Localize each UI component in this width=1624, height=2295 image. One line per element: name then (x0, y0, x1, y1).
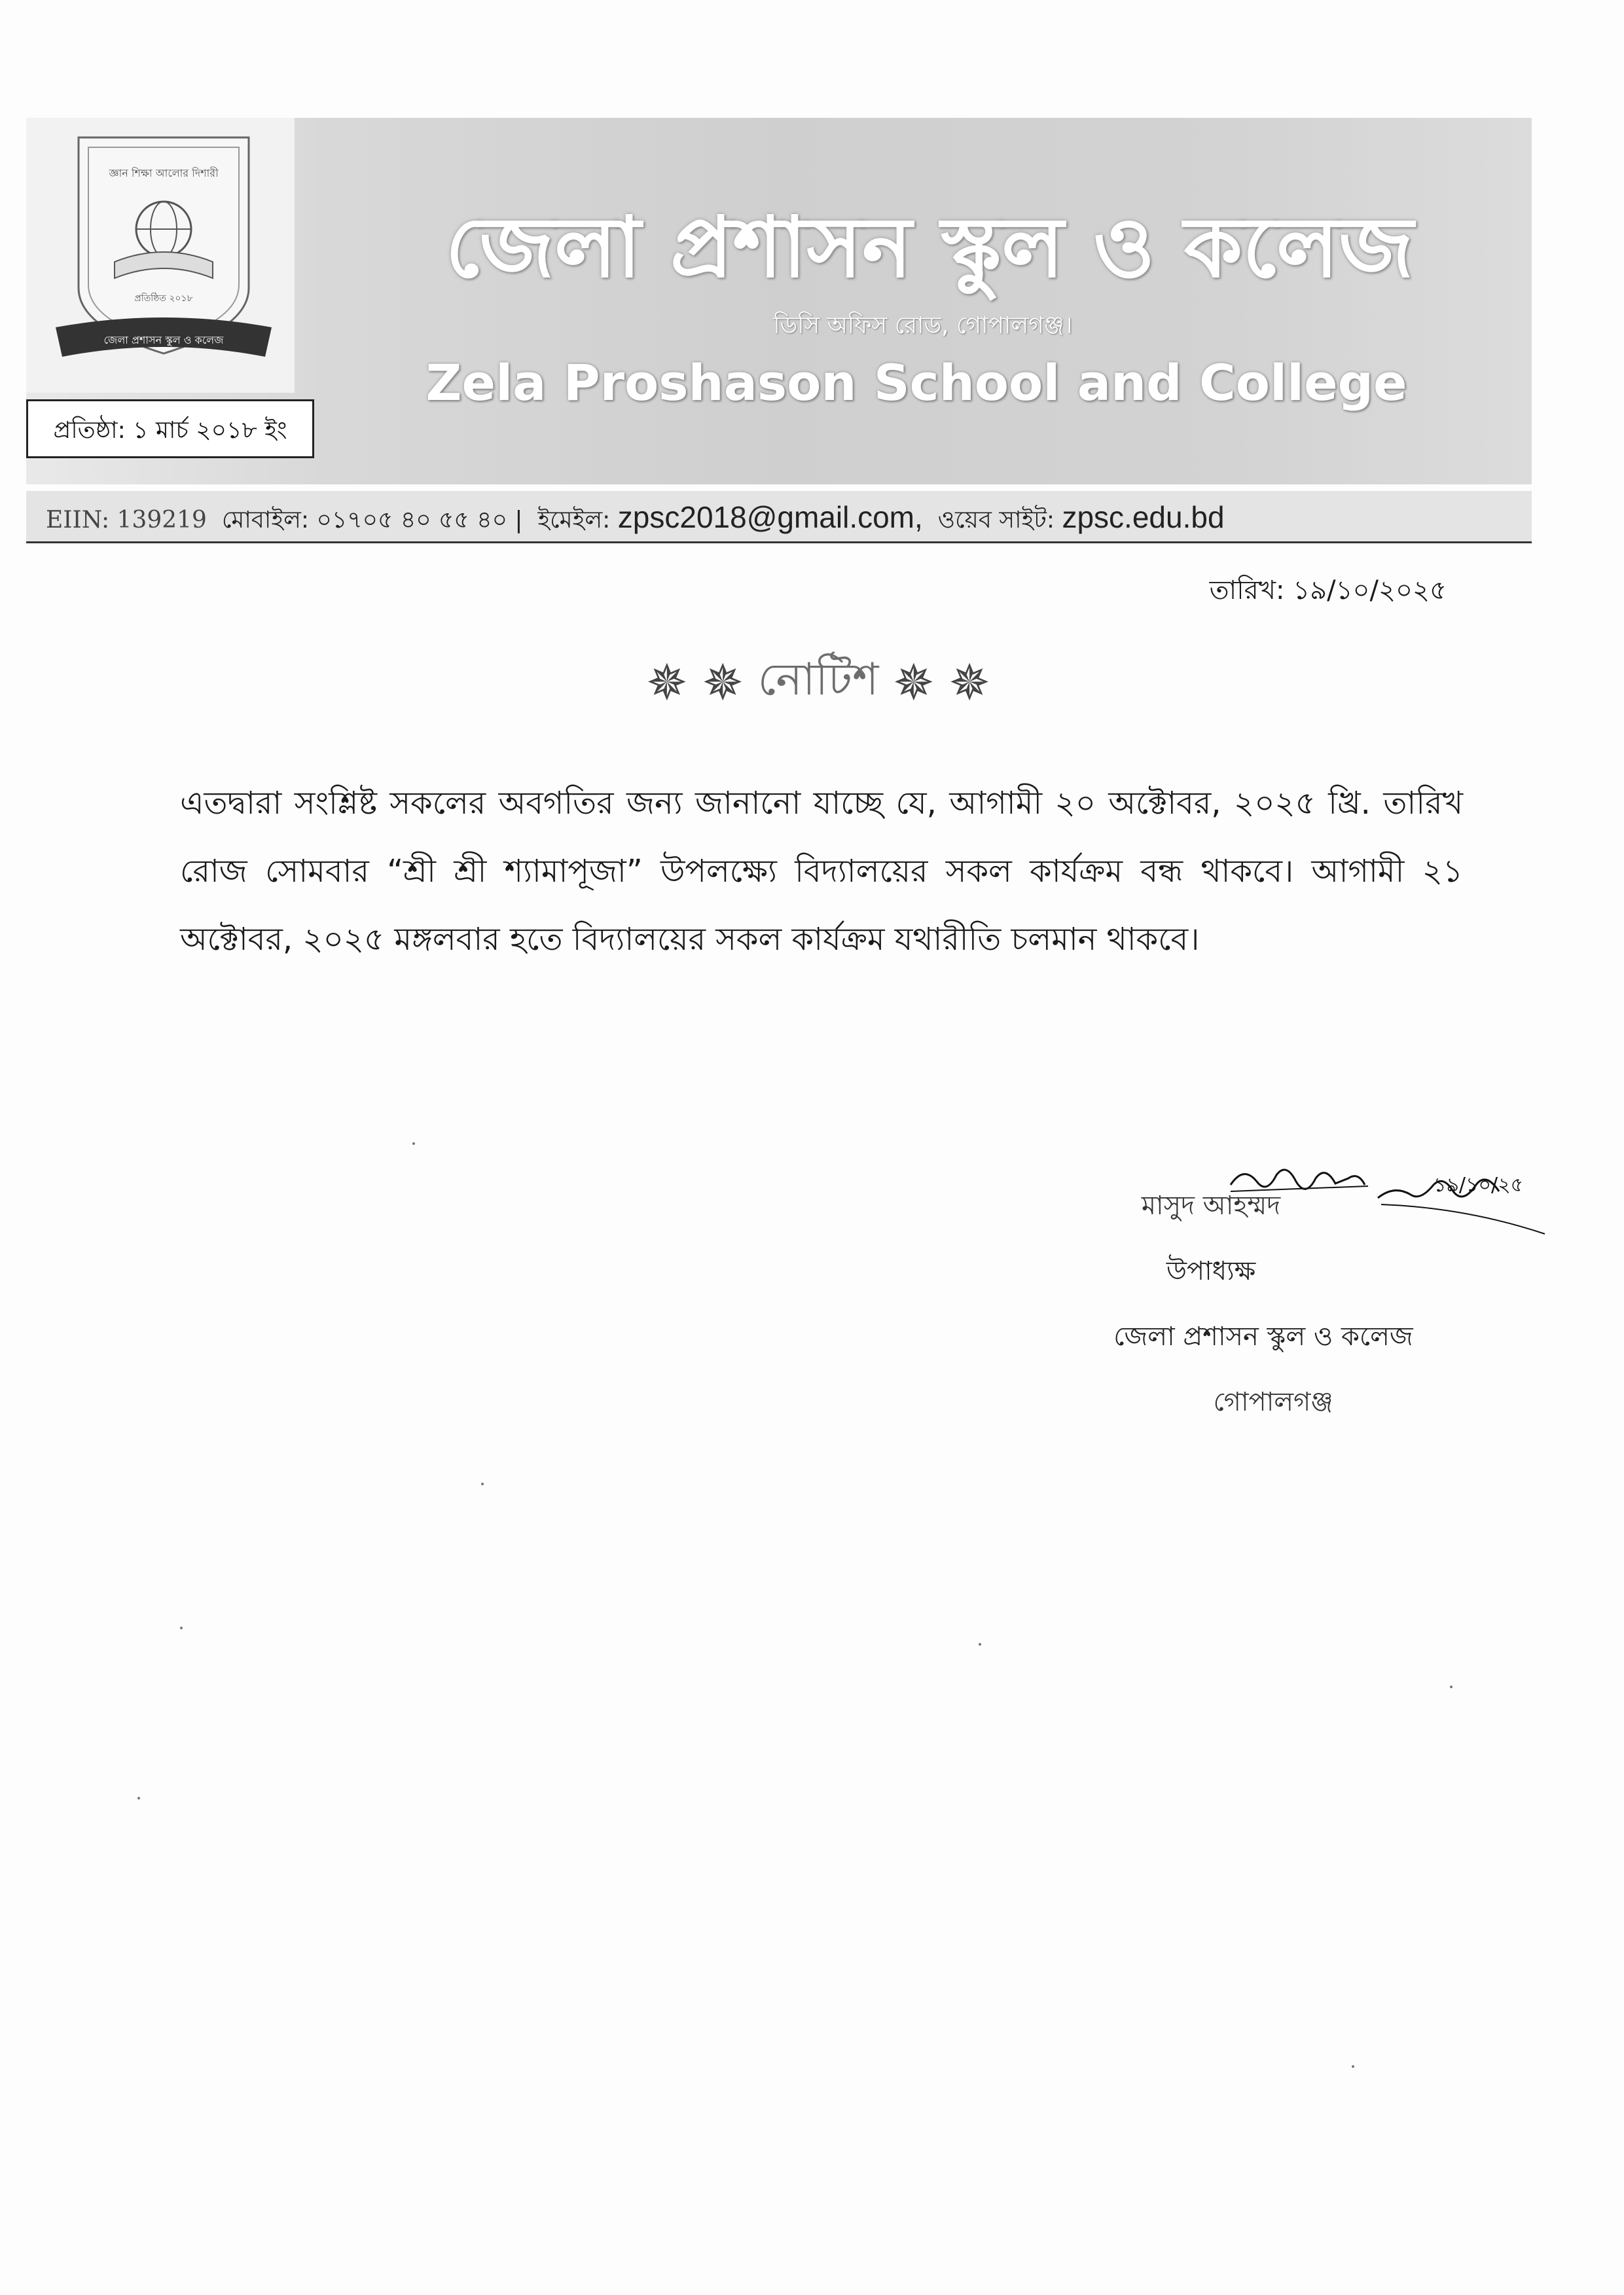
notice-date: তারিখ: ১৯/১০/২০২৫ (1209, 575, 1447, 605)
svg-text:জেলা প্রশাসন স্কুল ও কলেজ: জেলা প্রশাসন স্কুল ও কলেজ (103, 334, 224, 346)
scan-speck (137, 1797, 140, 1799)
scan-speck (979, 1643, 981, 1646)
star-icon: ✵ (702, 653, 744, 712)
star-icon: ✵ (892, 653, 935, 712)
eiin-number: EIIN: 139219 (46, 507, 207, 533)
email-label: ইমেইল: (537, 507, 611, 533)
scan-speck (1450, 1686, 1453, 1688)
founded-date: প্রতিষ্ঠা: ১ মার্চ ২০১৮ ইং (26, 399, 314, 458)
scan-speck (1352, 2065, 1354, 2068)
signatory-organization: জেলা প্রশাসন স্কুল ও কলেজ (1113, 1322, 1413, 1352)
star-icon: ✵ (646, 653, 688, 712)
email-address: zpsc2018@gmail.com, (617, 500, 923, 534)
website-url: zpsc.edu.bd (1062, 500, 1225, 534)
star-icon: ✵ (948, 653, 990, 712)
school-logo (52, 131, 275, 373)
mobile-number: মোবাইল: ০১৭০৫ ৪০ ৫৫ ৪০ | (221, 507, 523, 533)
scan-speck (180, 1627, 183, 1629)
scan-speck (412, 1142, 415, 1145)
signatory-designation: উপাধ্যক্ষ (1166, 1256, 1256, 1286)
scan-speck (481, 1483, 484, 1485)
notice-body: এতদ্বারা সংশ্লিষ্ট সকলের অবগতির জন্য জানানো যাচ্ছে যে, আগামী ২০ অক্টোবর, ২০২৫ খ্রি. তারিখ রোজ সোমবার “শ্রী শ্রী শ্যামাপূজা” উপলক্ষ্যে বিদ্যালয়ের সকল কার্যক্রম বন্ধ থাকবে। আগামী ২১ অক্টোবর, ২০২৫ মঙ্গলবার হতে বিদ্যালয়ের সকল কার্যক্রম যথারীতি চলমান থাকবে। (180, 785, 1463, 958)
svg-text:১৯/১০/২৫: ১৯/১০/২৫ (1434, 1174, 1524, 1197)
website-label: ওয়েব সাইট: (937, 507, 1055, 533)
school-name-bengali: জেলা প্রশাসন স্কুল ও কলেজ (445, 199, 1414, 297)
contact-bar (26, 491, 1532, 543)
notice-heading (589, 645, 1047, 719)
notice-title: নোটিশ (757, 654, 879, 706)
svg-text:প্রতিষ্ঠিত ২০১৮: প্রতিষ্ঠিত ২০১৮ (134, 293, 193, 304)
svg-text:জ্ঞান শিক্ষা আলোর দিশারী: জ্ঞান শিক্ষা আলোর দিশারী (109, 167, 219, 179)
signatory-name: মাসুদ আহম্মদ (1141, 1191, 1281, 1221)
signatory-location: গোপালগঞ্জ (1213, 1387, 1333, 1417)
school-address: ডিসি অফিস রোড, গোপালগঞ্জ। (773, 312, 1073, 339)
school-name-english: Zela Proshason School and College (425, 353, 1407, 412)
